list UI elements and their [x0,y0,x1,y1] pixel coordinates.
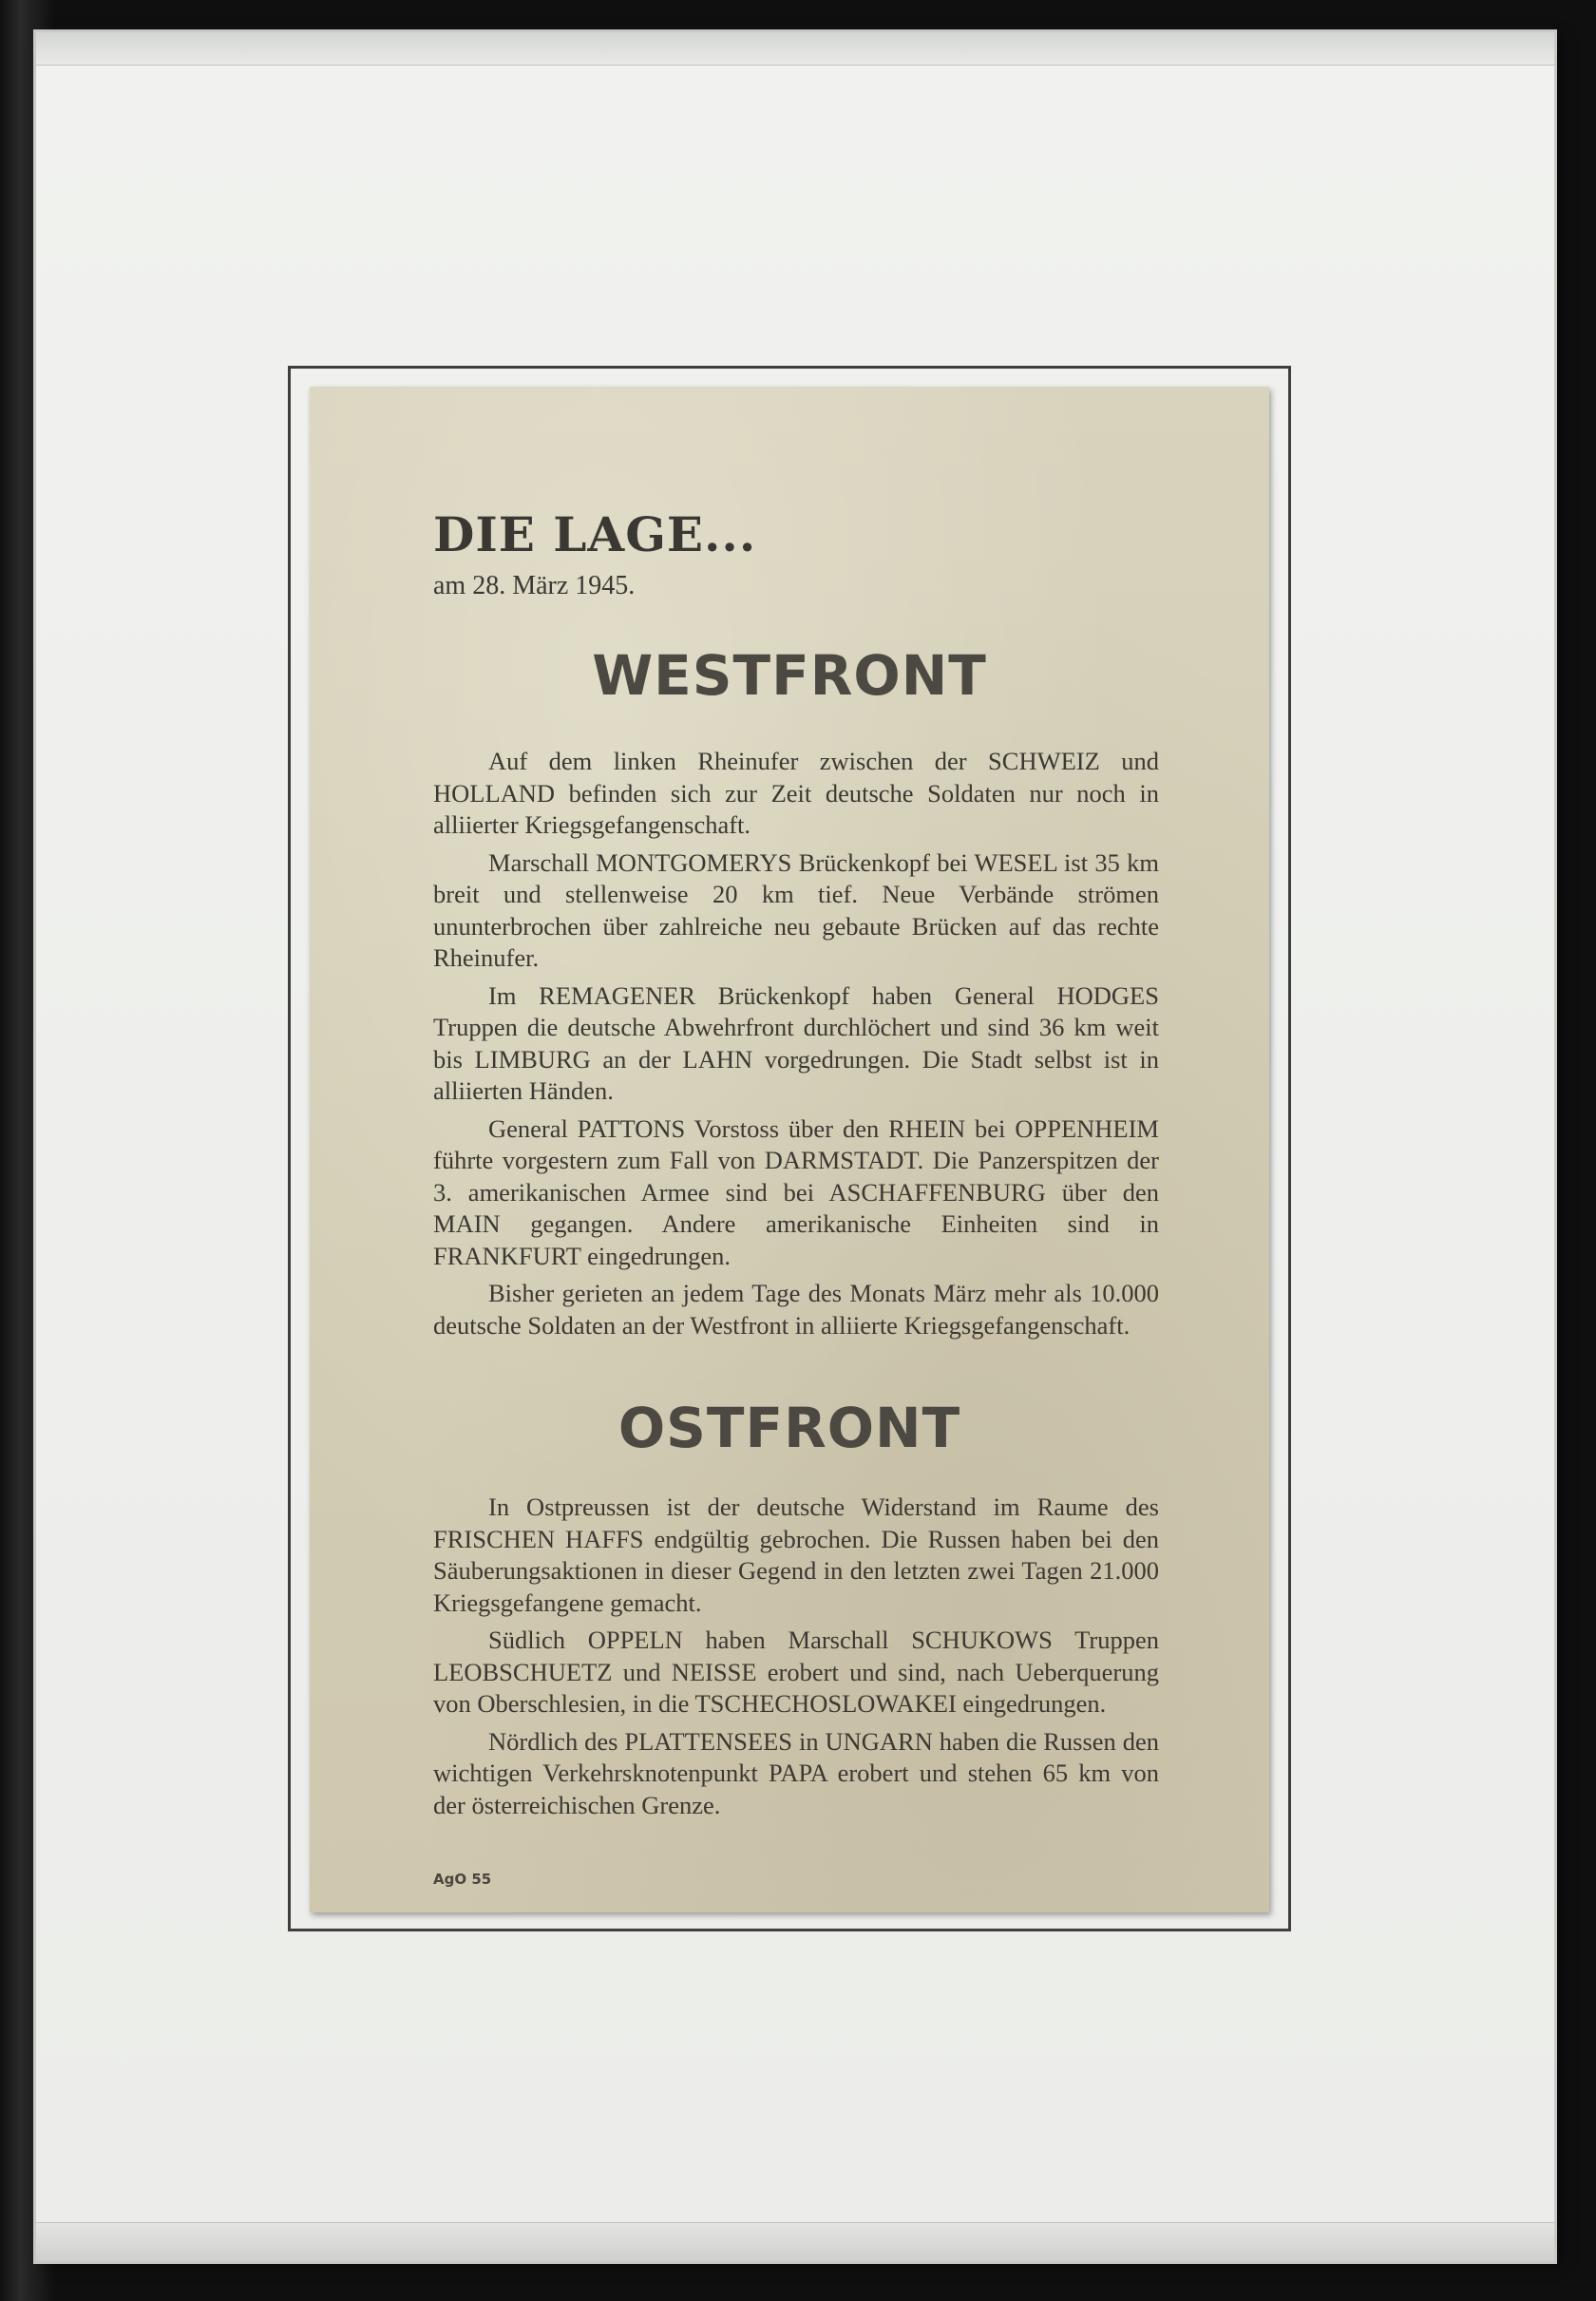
protective-strip-top [36,32,1554,66]
ostfront-text [433,1492,1159,1827]
westfront-paragraph: Bisher gerieten an jedem Tage des Monats März mehr als 10.000 deutsche Soldaten an der Westfront in alliierte Kriegsgefangenschaft. [433,1279,1159,1340]
westfront-paragraph: Im REMAGENER Brückenkopf haben General HODGES Truppen die deutsche Abwehrfront durchlöchert und sind 36 km weit bis LIMBURG an der LAHN vorgedrungen. Die Stadt selbst ist in alliierten Händen. [433,980,1159,1105]
westfront-paragraph: Auf dem linken Rheinufer zwischen der SCHWEIZ und HOLLAND befinden sich zur Zeit deutsche Soldaten nur noch in alliierter Kriegsgefangenschaft. [433,747,1159,839]
westfront-text [433,746,1159,1347]
ostfront-paragraph: Südlich OPPELN haben Marschall SCHUKOWS Truppen LEOBSCHUETZ und NEISSE erobert und sind, nach Ueberquerung von Oberschlesien, in die TSCHECHOSLOWAKEI eingedrungen. [433,1626,1159,1718]
ostfront-heading: OSTFRONT [618,1396,961,1460]
westfront-heading: WESTFRONT [592,643,987,708]
protective-strip-bottom [36,2222,1554,2261]
print-code: AgO 55 [433,1871,492,1888]
leaflet-title: DIE LAGE... [433,506,757,562]
westfront-paragraph: Marschall MONTGOMERYS Brückenkopf bei WESEL ist 35 km breit und stellenweise 20 km tief. Neue Verbände strömen ununterbrochen über zahlreiche neu gebaute Brücken auf das rechte Rheinufer. [433,847,1159,972]
westfront-paragraph: General PATTONS Vorstoss über den RHEIN bei OPPENHEIM führte vorgestern zum Fall von DARMSTADT. Die Panzerspitzen der 3. amerikanischen Armee sind bei ASCHAFFENBURG über den MAIN gegangen. Andere amerikanische Einheiten sind in FRANKFURT eingedrungen. [433,1113,1159,1270]
leaflet-date: am 28. März 1945. [433,571,636,600]
ostfront-paragraph: Nördlich des PLATTENSEES in UNGARN haben die Russen den wichtigen Verkehrsknotenpunkt PAPA erobert und stehen 65 km von der österreichischen Grenze. [433,1726,1159,1819]
propaganda-leaflet [310,387,1269,1912]
ostfront-paragraph: In Ostpreussen ist der deutsche Widerstand im Raume des FRISCHEN HAFFS endgültig gebrochen. Die Russen haben bei den Säuberungsaktionen in dieser Gegend in den letzten zwei Tagen 21.000 Kriegsgefangene gemacht. [433,1493,1159,1617]
